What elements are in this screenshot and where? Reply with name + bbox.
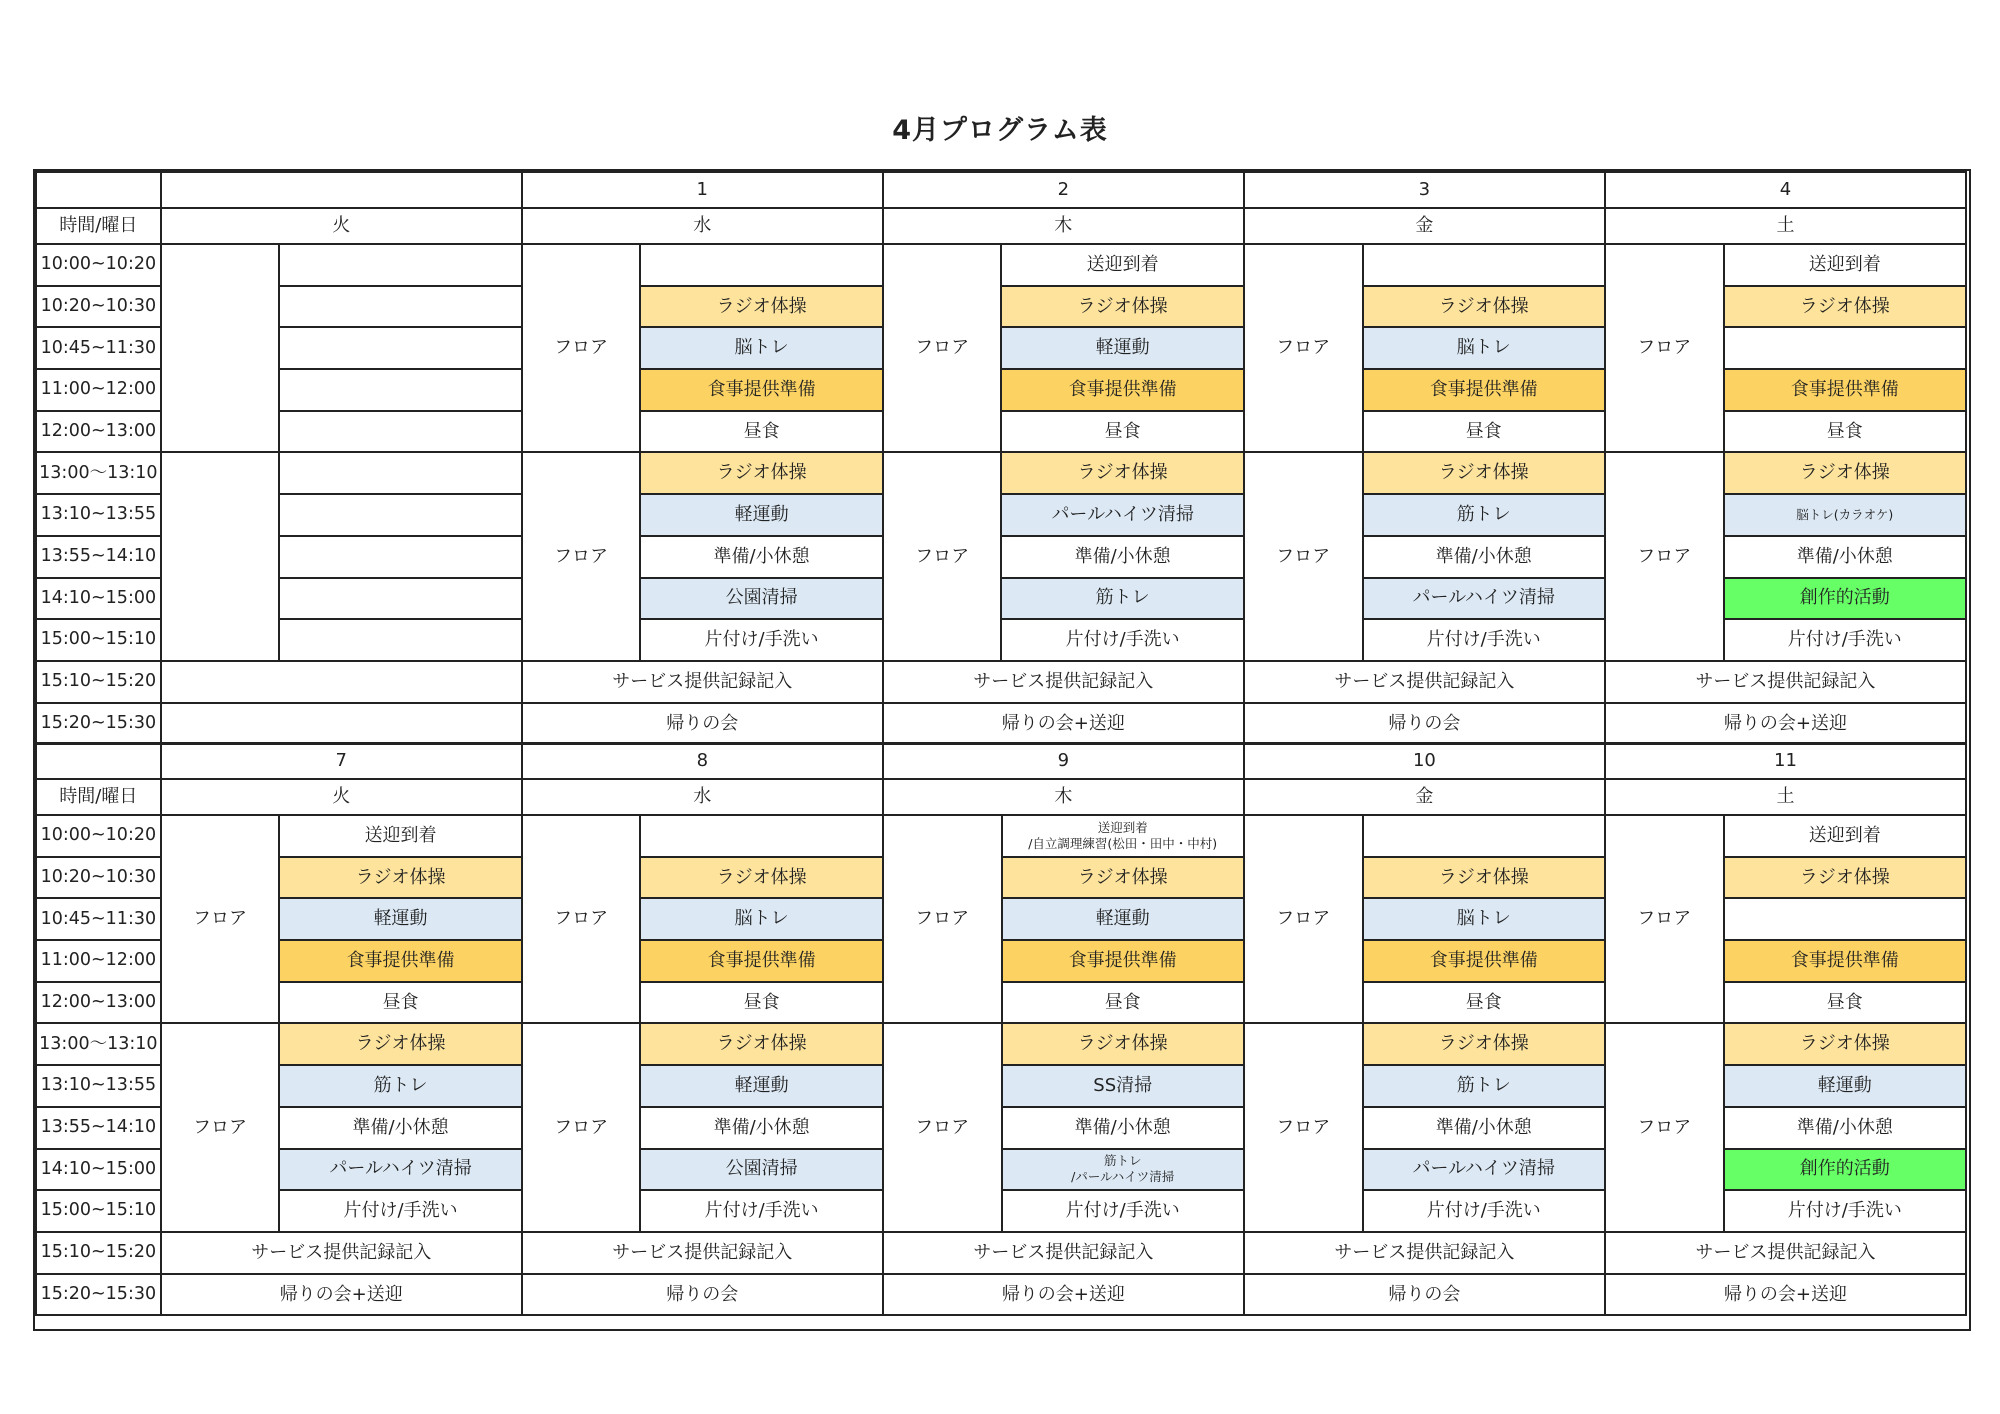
activity-cell: 準備/小休憩 xyxy=(640,536,882,578)
activity-cell: 食事提供準備 xyxy=(1724,940,1966,982)
weekday-header: 木 xyxy=(883,779,1244,815)
weekday-header: 水 xyxy=(522,779,883,815)
corner-cell xyxy=(36,743,161,779)
activity-cell: ラジオ体操 xyxy=(1724,452,1966,494)
record-cell: サービス提供記録記入 xyxy=(161,1232,522,1274)
floor-cell: フロア xyxy=(883,815,1002,1023)
activity-cell: 軽運動 xyxy=(640,494,882,536)
activity-cell: 筋トレ xyxy=(1363,494,1605,536)
floor-cell: フロア xyxy=(1605,1023,1724,1231)
corner-cell xyxy=(36,172,161,208)
activity-cell: 公園清掃 xyxy=(640,578,882,620)
time-slot: 13:10~13:55 xyxy=(36,1065,161,1107)
time-slot: 13:00〜13:10 xyxy=(36,1023,161,1065)
activity-cell: 食事提供準備 xyxy=(279,940,521,982)
activity-cell: 準備/小休憩 xyxy=(1363,536,1605,578)
activity-cell: 片付け/手洗い xyxy=(1002,1190,1244,1232)
activity-cell: 準備/小休憩 xyxy=(640,1107,882,1149)
activity-cell: ラジオ体操 xyxy=(1001,452,1243,494)
floor-cell: フロア xyxy=(1244,452,1363,660)
activity-cell: 公園清掃 xyxy=(640,1149,882,1191)
closing-meeting-cell: 帰りの会+送迎 xyxy=(1605,703,1966,745)
floor-cell: フロア xyxy=(883,452,1002,660)
activity-cell: 筋トレ xyxy=(1363,1065,1605,1107)
activity-cell: 片付け/手洗い xyxy=(1724,1190,1966,1232)
date-header: 9 xyxy=(883,743,1244,779)
activity-cell: ラジオ体操 xyxy=(1363,857,1605,899)
activity-cell: 片付け/手洗い xyxy=(279,1190,521,1232)
floor-cell: フロア xyxy=(522,1023,641,1231)
schedule-week-1 xyxy=(35,171,1967,745)
time-slot: 10:00~10:20 xyxy=(36,244,161,286)
weekday-header: 金 xyxy=(1244,208,1605,244)
activity-cell: パールハイツ清掃 xyxy=(1363,1149,1605,1191)
time-slot: 15:10~15:20 xyxy=(36,661,161,703)
record-cell: サービス提供記録記入 xyxy=(1605,1232,1966,1274)
activity-cell: 片付け/手洗い xyxy=(1363,1190,1605,1232)
time-slot: 10:00~10:20 xyxy=(36,815,161,857)
activity-cell: 軽運動 xyxy=(640,1065,882,1107)
weekday-header: 木 xyxy=(883,208,1244,244)
activity-cell: 食事提供準備 xyxy=(1724,369,1966,411)
activity-cell: ラジオ体操 xyxy=(640,452,882,494)
floor-cell: フロア xyxy=(161,1023,280,1231)
floor-cell: フロア xyxy=(1605,452,1724,660)
activity-cell: 昼食 xyxy=(1363,982,1605,1024)
record-cell: サービス提供記録記入 xyxy=(883,1232,1244,1274)
activity-cell: ラジオ体操 xyxy=(1363,286,1605,328)
floor-cell: フロア xyxy=(883,1023,1002,1231)
closing-meeting-cell: 帰りの会 xyxy=(522,1274,883,1316)
weekday-header: 金 xyxy=(1244,779,1605,815)
time-slot: 13:55~14:10 xyxy=(36,1107,161,1149)
activity-cell: 準備/小休憩 xyxy=(1724,1107,1966,1149)
record-cell: サービス提供記録記入 xyxy=(1244,661,1605,703)
activity-cell: 片付け/手洗い xyxy=(640,1190,882,1232)
activity-cell: ラジオ体操 xyxy=(1363,1023,1605,1065)
activity-cell: ラジオ体操 xyxy=(640,857,882,899)
floor-cell: フロア xyxy=(1244,815,1363,1023)
activity-cell: 送迎到着 /自立調理練習(松田・田中・中村) xyxy=(1002,815,1244,857)
date-header: 10 xyxy=(1244,743,1605,779)
activity-cell xyxy=(279,411,521,453)
closing-meeting-cell: 帰りの会+送迎 xyxy=(1605,1274,1966,1316)
record-cell: サービス提供記録記入 xyxy=(522,1232,883,1274)
closing-meeting-cell: 帰りの会 xyxy=(1244,1274,1605,1316)
activity-cell: ラジオ体操 xyxy=(1002,857,1244,899)
activity-cell xyxy=(640,244,882,286)
floor-cell: フロア xyxy=(1605,815,1724,1023)
activity-cell: 食事提供準備 xyxy=(640,940,882,982)
activity-cell: 軽運動 xyxy=(1724,1065,1966,1107)
activity-cell: ラジオ体操 xyxy=(1724,286,1966,328)
activity-cell xyxy=(279,452,521,494)
activity-cell: 送迎到着 xyxy=(1724,244,1966,286)
floor-cell: フロア xyxy=(883,244,1002,452)
activity-cell: 昼食 xyxy=(1001,411,1243,453)
activity-cell: 昼食 xyxy=(1724,982,1966,1024)
activity-cell: 筋トレ /パールハイツ清掃 xyxy=(1002,1149,1244,1191)
activity-cell: 食事提供準備 xyxy=(1002,940,1244,982)
record-cell xyxy=(161,661,522,703)
activity-cell: 軽運動 xyxy=(1001,327,1243,369)
activity-cell xyxy=(279,619,521,661)
floor-cell xyxy=(161,452,280,660)
activity-cell: ラジオ体操 xyxy=(640,1023,882,1065)
date-header: 11 xyxy=(1605,743,1966,779)
activity-cell: 筋トレ xyxy=(279,1065,521,1107)
activity-cell: 送迎到着 xyxy=(1001,244,1243,286)
record-cell: サービス提供記録記入 xyxy=(522,661,883,703)
time-slot: 15:00~15:10 xyxy=(36,619,161,661)
closing-meeting-cell: 帰りの会 xyxy=(522,703,883,745)
date-header: 8 xyxy=(522,743,883,779)
activity-cell xyxy=(279,244,521,286)
activity-cell: 片付け/手洗い xyxy=(1001,619,1243,661)
time-slot: 10:20~10:30 xyxy=(36,857,161,899)
time-slot: 10:45~11:30 xyxy=(36,327,161,369)
activity-cell: 軽運動 xyxy=(279,898,521,940)
time-slot: 11:00~12:00 xyxy=(36,940,161,982)
closing-meeting-cell xyxy=(161,703,522,745)
date-header: 7 xyxy=(161,743,522,779)
date-header: 3 xyxy=(1244,172,1605,208)
closing-meeting-cell: 帰りの会+送迎 xyxy=(883,703,1244,745)
activity-cell: 準備/小休憩 xyxy=(1724,536,1966,578)
activity-cell: SS清掃 xyxy=(1002,1065,1244,1107)
activity-cell xyxy=(640,815,882,857)
activity-cell: 脳トレ xyxy=(1363,327,1605,369)
floor-cell: フロア xyxy=(522,815,641,1023)
activity-cell: 送迎到着 xyxy=(279,815,521,857)
activity-cell xyxy=(279,327,521,369)
activity-cell: 食事提供準備 xyxy=(1363,940,1605,982)
activity-cell: ラジオ体操 xyxy=(1363,452,1605,494)
closing-meeting-cell: 帰りの会 xyxy=(1244,703,1605,745)
time-slot: 10:45~11:30 xyxy=(36,898,161,940)
activity-cell: ラジオ体操 xyxy=(640,286,882,328)
date-header: 1 xyxy=(522,172,883,208)
time-slot: 13:00〜13:10 xyxy=(36,452,161,494)
time-slot: 15:10~15:20 xyxy=(36,1232,161,1274)
time-slot: 14:10~15:00 xyxy=(36,1149,161,1191)
activity-cell: ラジオ体操 xyxy=(1724,1023,1966,1065)
time-slot: 15:20~15:30 xyxy=(36,1274,161,1316)
time-slot: 14:10~15:00 xyxy=(36,578,161,620)
activity-cell xyxy=(279,286,521,328)
activity-cell: 筋トレ xyxy=(1001,578,1243,620)
activity-cell: 創作的活動 xyxy=(1724,1149,1966,1191)
time-slot: 13:10~13:55 xyxy=(36,494,161,536)
activity-cell: ラジオ体操 xyxy=(1002,1023,1244,1065)
activity-cell xyxy=(1724,327,1966,369)
closing-meeting-cell: 帰りの会+送迎 xyxy=(161,1274,522,1316)
floor-cell: フロア xyxy=(522,452,641,660)
activity-cell: パールハイツ清掃 xyxy=(279,1149,521,1191)
activity-cell: 準備/小休憩 xyxy=(1001,536,1243,578)
activity-cell: 送迎到着 xyxy=(1724,815,1966,857)
weekday-header: 火 xyxy=(161,779,522,815)
activity-cell xyxy=(1724,898,1966,940)
activity-cell xyxy=(279,536,521,578)
activity-cell: 準備/小休憩 xyxy=(279,1107,521,1149)
activity-cell: 食事提供準備 xyxy=(1363,369,1605,411)
activity-cell: ラジオ体操 xyxy=(1724,857,1966,899)
weekday-header: 水 xyxy=(522,208,883,244)
page-title: 4月プログラム表 xyxy=(892,115,1108,146)
activity-cell: パールハイツ清掃 xyxy=(1363,578,1605,620)
activity-cell: 昼食 xyxy=(1724,411,1966,453)
activity-cell xyxy=(279,494,521,536)
date-header: 2 xyxy=(883,172,1244,208)
activity-cell: 昼食 xyxy=(640,411,882,453)
floor-cell: フロア xyxy=(1244,1023,1363,1231)
closing-meeting-cell: 帰りの会+送迎 xyxy=(883,1274,1244,1316)
time-day-header: 時間/曜日 xyxy=(36,779,161,815)
record-cell: サービス提供記録記入 xyxy=(883,661,1244,703)
activity-cell: 昼食 xyxy=(640,982,882,1024)
weekday-header: 土 xyxy=(1605,779,1966,815)
activity-cell: 片付け/手洗い xyxy=(1724,619,1966,661)
activity-cell: 昼食 xyxy=(1363,411,1605,453)
activity-cell xyxy=(1363,244,1605,286)
time-slot: 11:00~12:00 xyxy=(36,369,161,411)
floor-cell: フロア xyxy=(1244,244,1363,452)
activity-cell: 昼食 xyxy=(1002,982,1244,1024)
activity-cell: 食事提供準備 xyxy=(640,369,882,411)
activity-cell: 脳トレ xyxy=(1363,898,1605,940)
floor-cell: フロア xyxy=(522,244,641,452)
record-cell: サービス提供記録記入 xyxy=(1605,661,1966,703)
activity-cell: パールハイツ清掃 xyxy=(1001,494,1243,536)
floor-cell: フロア xyxy=(1605,244,1724,452)
weekday-header: 土 xyxy=(1605,208,1966,244)
activity-cell: 創作的活動 xyxy=(1724,578,1966,620)
time-slot: 13:55~14:10 xyxy=(36,536,161,578)
activity-cell: 片付け/手洗い xyxy=(640,619,882,661)
activity-cell: 準備/小休憩 xyxy=(1002,1107,1244,1149)
date-header xyxy=(161,172,522,208)
activity-cell xyxy=(279,369,521,411)
time-slot: 10:20~10:30 xyxy=(36,286,161,328)
activity-cell: 脳トレ(カラオケ) xyxy=(1724,494,1966,536)
activity-cell: 軽運動 xyxy=(1002,898,1244,940)
date-header: 4 xyxy=(1605,172,1966,208)
activity-cell xyxy=(1363,815,1605,857)
activity-cell: 脳トレ xyxy=(640,898,882,940)
activity-cell: 昼食 xyxy=(279,982,521,1024)
activity-cell: ラジオ体操 xyxy=(279,857,521,899)
activity-cell: 準備/小休憩 xyxy=(1363,1107,1605,1149)
activity-cell xyxy=(279,578,521,620)
activity-cell: ラジオ体操 xyxy=(279,1023,521,1065)
floor-cell: フロア xyxy=(161,815,280,1023)
weekday-header: 火 xyxy=(161,208,522,244)
schedule-week-2 xyxy=(35,742,1967,1316)
activity-cell: ラジオ体操 xyxy=(1001,286,1243,328)
time-slot: 15:00~15:10 xyxy=(36,1190,161,1232)
time-day-header: 時間/曜日 xyxy=(36,208,161,244)
activity-cell: 片付け/手洗い xyxy=(1363,619,1605,661)
time-slot: 15:20~15:30 xyxy=(36,703,161,745)
activity-cell: 脳トレ xyxy=(640,327,882,369)
time-slot: 12:00~13:00 xyxy=(36,411,161,453)
time-slot: 12:00~13:00 xyxy=(36,982,161,1024)
activity-cell: 食事提供準備 xyxy=(1001,369,1243,411)
floor-cell xyxy=(161,244,280,452)
record-cell: サービス提供記録記入 xyxy=(1244,1232,1605,1274)
